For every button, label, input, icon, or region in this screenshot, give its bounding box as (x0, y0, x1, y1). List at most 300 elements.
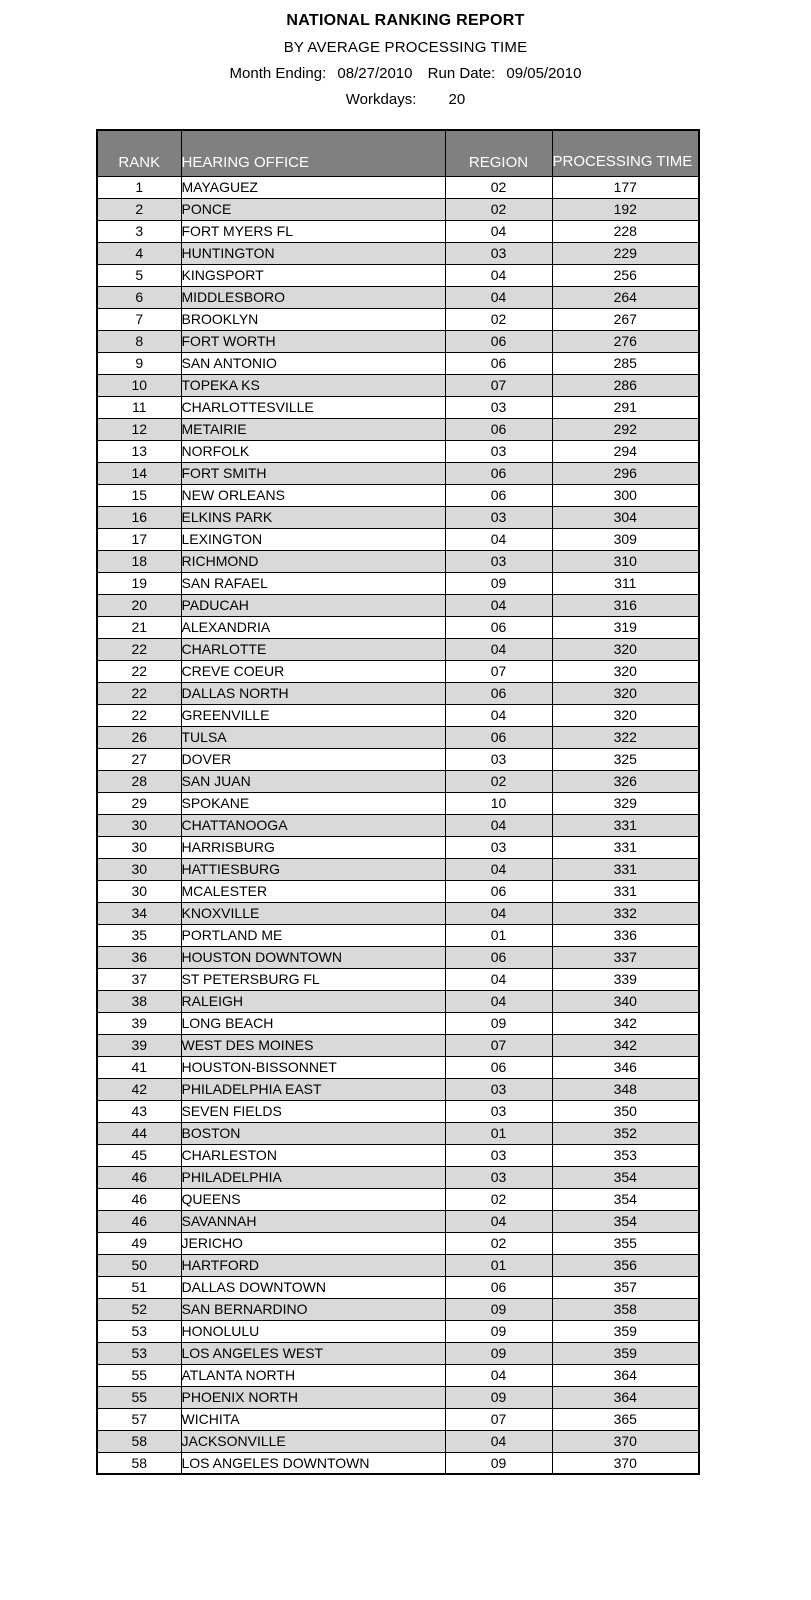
table-row (97, 264, 699, 286)
office-cell: JERICHO (181, 1232, 445, 1254)
table-row (97, 1254, 699, 1276)
region-cell: 06 (445, 462, 552, 484)
office-cell: JACKSONVILLE (181, 1430, 445, 1452)
time-cell: 356 (552, 1254, 699, 1276)
time-cell: 331 (552, 858, 699, 880)
header-region: REGION (445, 130, 552, 176)
month-ending-label: Month Ending: (229, 65, 327, 82)
time-cell: 352 (552, 1122, 699, 1144)
office-cell: HOUSTON DOWNTOWN (181, 946, 445, 968)
time-cell: 339 (552, 968, 699, 990)
region-cell: 04 (445, 858, 552, 880)
table-row (97, 1056, 699, 1078)
region-cell: 06 (445, 682, 552, 704)
table-row (97, 1430, 699, 1452)
table-row (97, 462, 699, 484)
time-cell: 325 (552, 748, 699, 770)
region-cell: 07 (445, 374, 552, 396)
office-cell: PONCE (181, 198, 445, 220)
rank-cell: 55 (97, 1364, 181, 1386)
region-cell: 09 (445, 1298, 552, 1320)
office-cell: RICHMOND (181, 550, 445, 572)
time-cell: 354 (552, 1166, 699, 1188)
time-cell: 359 (552, 1342, 699, 1364)
time-cell: 320 (552, 704, 699, 726)
time-cell: 320 (552, 682, 699, 704)
region-cell: 03 (445, 242, 552, 264)
rank-cell: 50 (97, 1254, 181, 1276)
rank-cell: 38 (97, 990, 181, 1012)
region-cell: 06 (445, 484, 552, 506)
time-cell: 320 (552, 660, 699, 682)
table-row (97, 1276, 699, 1298)
region-cell: 09 (445, 1386, 552, 1408)
region-cell: 06 (445, 1276, 552, 1298)
table-row (97, 198, 699, 220)
office-cell: PADUCAH (181, 594, 445, 616)
time-cell: 285 (552, 352, 699, 374)
office-cell: MAYAGUEZ (181, 176, 445, 198)
table-row (97, 858, 699, 880)
table-row (97, 1012, 699, 1034)
region-cell: 01 (445, 1122, 552, 1144)
table-row (97, 484, 699, 506)
rank-cell: 22 (97, 660, 181, 682)
office-cell: MCALESTER (181, 880, 445, 902)
header-rank: RANK (97, 130, 181, 176)
rank-cell: 20 (97, 594, 181, 616)
time-cell: 228 (552, 220, 699, 242)
region-cell: 02 (445, 770, 552, 792)
region-cell: 06 (445, 1056, 552, 1078)
time-cell: 229 (552, 242, 699, 264)
office-cell: PHILADELPHIA EAST (181, 1078, 445, 1100)
region-cell: 04 (445, 1364, 552, 1386)
rank-cell: 35 (97, 924, 181, 946)
table-row (97, 374, 699, 396)
office-cell: HOUSTON-BISSONNET (181, 1056, 445, 1078)
region-cell: 07 (445, 660, 552, 682)
time-cell: 358 (552, 1298, 699, 1320)
time-cell: 320 (552, 638, 699, 660)
region-cell: 02 (445, 308, 552, 330)
table-row (97, 1188, 699, 1210)
table-row (97, 220, 699, 242)
month-ending-value: 08/27/2010 (337, 65, 413, 82)
table-row (97, 616, 699, 638)
rank-cell: 30 (97, 814, 181, 836)
rank-cell: 34 (97, 902, 181, 924)
table-row (97, 902, 699, 924)
workdays-value: 20 (448, 91, 466, 108)
office-cell: GREENVILLE (181, 704, 445, 726)
region-cell: 06 (445, 946, 552, 968)
rank-cell: 3 (97, 220, 181, 242)
time-cell: 364 (552, 1364, 699, 1386)
region-cell: 04 (445, 286, 552, 308)
rank-cell: 1 (97, 176, 181, 198)
time-cell: 346 (552, 1056, 699, 1078)
table-row (97, 836, 699, 858)
region-cell: 02 (445, 1188, 552, 1210)
region-cell: 03 (445, 550, 552, 572)
region-cell: 01 (445, 1254, 552, 1276)
region-cell: 02 (445, 176, 552, 198)
table-row (97, 880, 699, 902)
rank-cell: 30 (97, 858, 181, 880)
table-row (97, 1078, 699, 1100)
rank-cell: 46 (97, 1166, 181, 1188)
region-cell: 02 (445, 198, 552, 220)
time-cell: 340 (552, 990, 699, 1012)
table-row (97, 1232, 699, 1254)
office-cell: FORT WORTH (181, 330, 445, 352)
rank-cell: 5 (97, 264, 181, 286)
table-row (97, 968, 699, 990)
time-cell: 319 (552, 616, 699, 638)
region-cell: 03 (445, 440, 552, 462)
header-office: HEARING OFFICE (181, 130, 445, 176)
region-cell: 06 (445, 418, 552, 440)
time-cell: 348 (552, 1078, 699, 1100)
region-cell: 07 (445, 1408, 552, 1430)
office-cell: NEW ORLEANS (181, 484, 445, 506)
region-cell: 04 (445, 638, 552, 660)
office-cell: QUEENS (181, 1188, 445, 1210)
time-cell: 316 (552, 594, 699, 616)
office-cell: MIDDLESBORO (181, 286, 445, 308)
ranking-table (96, 129, 700, 1475)
report-workdays-line (0, 91, 811, 108)
time-cell: 276 (552, 330, 699, 352)
region-cell: 06 (445, 330, 552, 352)
rank-cell: 10 (97, 374, 181, 396)
time-cell: 267 (552, 308, 699, 330)
time-cell: 311 (552, 572, 699, 594)
region-cell: 06 (445, 880, 552, 902)
region-cell: 04 (445, 704, 552, 726)
time-cell: 342 (552, 1012, 699, 1034)
region-cell: 04 (445, 1430, 552, 1452)
time-cell: 337 (552, 946, 699, 968)
region-cell: 02 (445, 1232, 552, 1254)
time-cell: 350 (552, 1100, 699, 1122)
time-cell: 370 (552, 1430, 699, 1452)
time-cell: 331 (552, 836, 699, 858)
rank-cell: 44 (97, 1122, 181, 1144)
region-cell: 09 (445, 572, 552, 594)
time-cell: 322 (552, 726, 699, 748)
time-cell: 342 (552, 1034, 699, 1056)
table-row (97, 572, 699, 594)
table-row (97, 176, 699, 198)
office-cell: ST PETERSBURG FL (181, 968, 445, 990)
rank-cell: 53 (97, 1320, 181, 1342)
table-row (97, 1320, 699, 1342)
table-row (97, 286, 699, 308)
rank-cell: 43 (97, 1100, 181, 1122)
region-cell: 03 (445, 748, 552, 770)
region-cell: 09 (445, 1452, 552, 1474)
rank-cell: 4 (97, 242, 181, 264)
time-cell: 331 (552, 814, 699, 836)
office-cell: FORT SMITH (181, 462, 445, 484)
time-cell: 370 (552, 1452, 699, 1474)
run-date-value: 09/05/2010 (506, 65, 582, 82)
rank-cell: 57 (97, 1408, 181, 1430)
time-cell: 310 (552, 550, 699, 572)
table-row (97, 1364, 699, 1386)
rank-cell: 8 (97, 330, 181, 352)
region-cell: 03 (445, 396, 552, 418)
office-cell: ELKINS PARK (181, 506, 445, 528)
rank-cell: 52 (97, 1298, 181, 1320)
region-cell: 04 (445, 990, 552, 1012)
rank-cell: 12 (97, 418, 181, 440)
table-row (97, 1408, 699, 1430)
rank-cell: 6 (97, 286, 181, 308)
office-cell: METAIRIE (181, 418, 445, 440)
office-cell: SAN BERNARDINO (181, 1298, 445, 1320)
rank-cell: 14 (97, 462, 181, 484)
time-cell: 357 (552, 1276, 699, 1298)
table-row (97, 396, 699, 418)
office-cell: HARTFORD (181, 1254, 445, 1276)
rank-cell: 45 (97, 1144, 181, 1166)
time-cell: 291 (552, 396, 699, 418)
table-row (97, 1386, 699, 1408)
office-cell: SAVANNAH (181, 1210, 445, 1232)
region-cell: 04 (445, 814, 552, 836)
region-cell: 09 (445, 1320, 552, 1342)
rank-cell: 46 (97, 1210, 181, 1232)
office-cell: RALEIGH (181, 990, 445, 1012)
office-cell: NORFOLK (181, 440, 445, 462)
table-row (97, 1034, 699, 1056)
rank-cell: 28 (97, 770, 181, 792)
table-row (97, 440, 699, 462)
office-cell: HARRISBURG (181, 836, 445, 858)
office-cell: SAN JUAN (181, 770, 445, 792)
table-row (97, 682, 699, 704)
rank-cell: 15 (97, 484, 181, 506)
rank-cell: 27 (97, 748, 181, 770)
region-cell: 04 (445, 264, 552, 286)
table-row (97, 1298, 699, 1320)
table-row (97, 990, 699, 1012)
time-cell: 359 (552, 1320, 699, 1342)
rank-cell: 22 (97, 682, 181, 704)
rank-cell: 9 (97, 352, 181, 374)
office-cell: ALEXANDRIA (181, 616, 445, 638)
rank-cell: 58 (97, 1430, 181, 1452)
table-row (97, 594, 699, 616)
office-cell: DALLAS NORTH (181, 682, 445, 704)
time-cell: 300 (552, 484, 699, 506)
region-cell: 04 (445, 528, 552, 550)
rank-cell: 36 (97, 946, 181, 968)
region-cell: 04 (445, 968, 552, 990)
table-row (97, 1166, 699, 1188)
time-cell: 332 (552, 902, 699, 924)
rank-cell: 37 (97, 968, 181, 990)
rank-cell: 46 (97, 1188, 181, 1210)
report-title: NATIONAL RANKING REPORT (286, 12, 525, 29)
region-cell: 03 (445, 1166, 552, 1188)
time-cell: 264 (552, 286, 699, 308)
time-cell: 354 (552, 1188, 699, 1210)
time-cell: 331 (552, 880, 699, 902)
table-row (97, 814, 699, 836)
office-cell: TULSA (181, 726, 445, 748)
region-cell: 04 (445, 902, 552, 924)
time-cell: 353 (552, 1144, 699, 1166)
office-cell: LOS ANGELES WEST (181, 1342, 445, 1364)
time-cell: 286 (552, 374, 699, 396)
office-cell: SAN RAFAEL (181, 572, 445, 594)
office-cell: PHOENIX NORTH (181, 1386, 445, 1408)
table-row (97, 770, 699, 792)
table-row (97, 1144, 699, 1166)
region-cell: 03 (445, 1100, 552, 1122)
office-cell: SEVEN FIELDS (181, 1100, 445, 1122)
region-cell: 01 (445, 924, 552, 946)
time-cell: 256 (552, 264, 699, 286)
office-cell: SAN ANTONIO (181, 352, 445, 374)
office-cell: LOS ANGELES DOWNTOWN (181, 1452, 445, 1474)
office-cell: DOVER (181, 748, 445, 770)
office-cell: KINGSPORT (181, 264, 445, 286)
office-cell: BROOKLYN (181, 308, 445, 330)
table-row (97, 924, 699, 946)
table-row (97, 242, 699, 264)
table-row (97, 550, 699, 572)
rank-cell: 42 (97, 1078, 181, 1100)
region-cell: 03 (445, 1078, 552, 1100)
table-row (97, 506, 699, 528)
ranking-table-head (97, 130, 699, 176)
region-cell: 06 (445, 726, 552, 748)
workdays-label: Workdays: (345, 91, 417, 108)
office-cell: HONOLULU (181, 1320, 445, 1342)
table-row (97, 1452, 699, 1474)
time-cell: 326 (552, 770, 699, 792)
office-cell: HATTIESBURG (181, 858, 445, 880)
table-header-row (97, 130, 699, 176)
office-cell: HUNTINGTON (181, 242, 445, 264)
table-row (97, 946, 699, 968)
time-cell: 364 (552, 1386, 699, 1408)
table-row (97, 704, 699, 726)
office-cell: ATLANTA NORTH (181, 1364, 445, 1386)
office-cell: BOSTON (181, 1122, 445, 1144)
rank-cell: 51 (97, 1276, 181, 1298)
office-cell: CHATTANOOGA (181, 814, 445, 836)
rank-cell: 7 (97, 308, 181, 330)
region-cell: 04 (445, 594, 552, 616)
table-row (97, 660, 699, 682)
time-cell: 192 (552, 198, 699, 220)
report-header (0, 0, 811, 108)
rank-cell: 41 (97, 1056, 181, 1078)
ranking-table-body (97, 176, 699, 1474)
rank-cell: 21 (97, 616, 181, 638)
region-cell: 04 (445, 220, 552, 242)
rank-cell: 55 (97, 1386, 181, 1408)
rank-cell: 49 (97, 1232, 181, 1254)
rank-cell: 11 (97, 396, 181, 418)
region-cell: 10 (445, 792, 552, 814)
table-row (97, 1210, 699, 1232)
table-row (97, 352, 699, 374)
time-cell: 294 (552, 440, 699, 462)
table-row (97, 528, 699, 550)
office-cell: KNOXVILLE (181, 902, 445, 924)
table-row (97, 418, 699, 440)
table-row (97, 638, 699, 660)
region-cell: 04 (445, 1210, 552, 1232)
rank-cell: 26 (97, 726, 181, 748)
region-cell: 06 (445, 616, 552, 638)
region-cell: 03 (445, 1144, 552, 1166)
office-cell: PORTLAND ME (181, 924, 445, 946)
office-cell: WEST DES MOINES (181, 1034, 445, 1056)
office-cell: WICHITA (181, 1408, 445, 1430)
office-cell: FORT MYERS FL (181, 220, 445, 242)
table-row (97, 1122, 699, 1144)
time-cell: 329 (552, 792, 699, 814)
region-cell: 07 (445, 1034, 552, 1056)
rank-cell: 22 (97, 638, 181, 660)
rank-cell: 30 (97, 880, 181, 902)
region-cell: 09 (445, 1342, 552, 1364)
rank-cell: 22 (97, 704, 181, 726)
time-cell: 354 (552, 1210, 699, 1232)
rank-cell: 2 (97, 198, 181, 220)
header-time: PROCESSING TIME (552, 130, 699, 176)
office-cell: PHILADELPHIA (181, 1166, 445, 1188)
rank-cell: 39 (97, 1012, 181, 1034)
rank-cell: 17 (97, 528, 181, 550)
office-cell: CHARLOTTE (181, 638, 445, 660)
table-row (97, 726, 699, 748)
office-cell: DALLAS DOWNTOWN (181, 1276, 445, 1298)
table-row (97, 792, 699, 814)
time-cell: 336 (552, 924, 699, 946)
rank-cell: 29 (97, 792, 181, 814)
report-subtitle: BY AVERAGE PROCESSING TIME (283, 39, 528, 56)
rank-cell: 39 (97, 1034, 181, 1056)
time-cell: 296 (552, 462, 699, 484)
office-cell: TOPEKA KS (181, 374, 445, 396)
rank-cell: 58 (97, 1452, 181, 1474)
office-cell: CREVE COEUR (181, 660, 445, 682)
rank-cell: 19 (97, 572, 181, 594)
table-row (97, 748, 699, 770)
time-cell: 309 (552, 528, 699, 550)
region-cell: 03 (445, 506, 552, 528)
office-cell: CHARLESTON (181, 1144, 445, 1166)
time-cell: 355 (552, 1232, 699, 1254)
time-cell: 177 (552, 176, 699, 198)
time-cell: 304 (552, 506, 699, 528)
region-cell: 03 (445, 836, 552, 858)
rank-cell: 53 (97, 1342, 181, 1364)
table-row (97, 308, 699, 330)
office-cell: LEXINGTON (181, 528, 445, 550)
run-date-label: Run Date: (427, 65, 496, 82)
table-row (97, 1342, 699, 1364)
